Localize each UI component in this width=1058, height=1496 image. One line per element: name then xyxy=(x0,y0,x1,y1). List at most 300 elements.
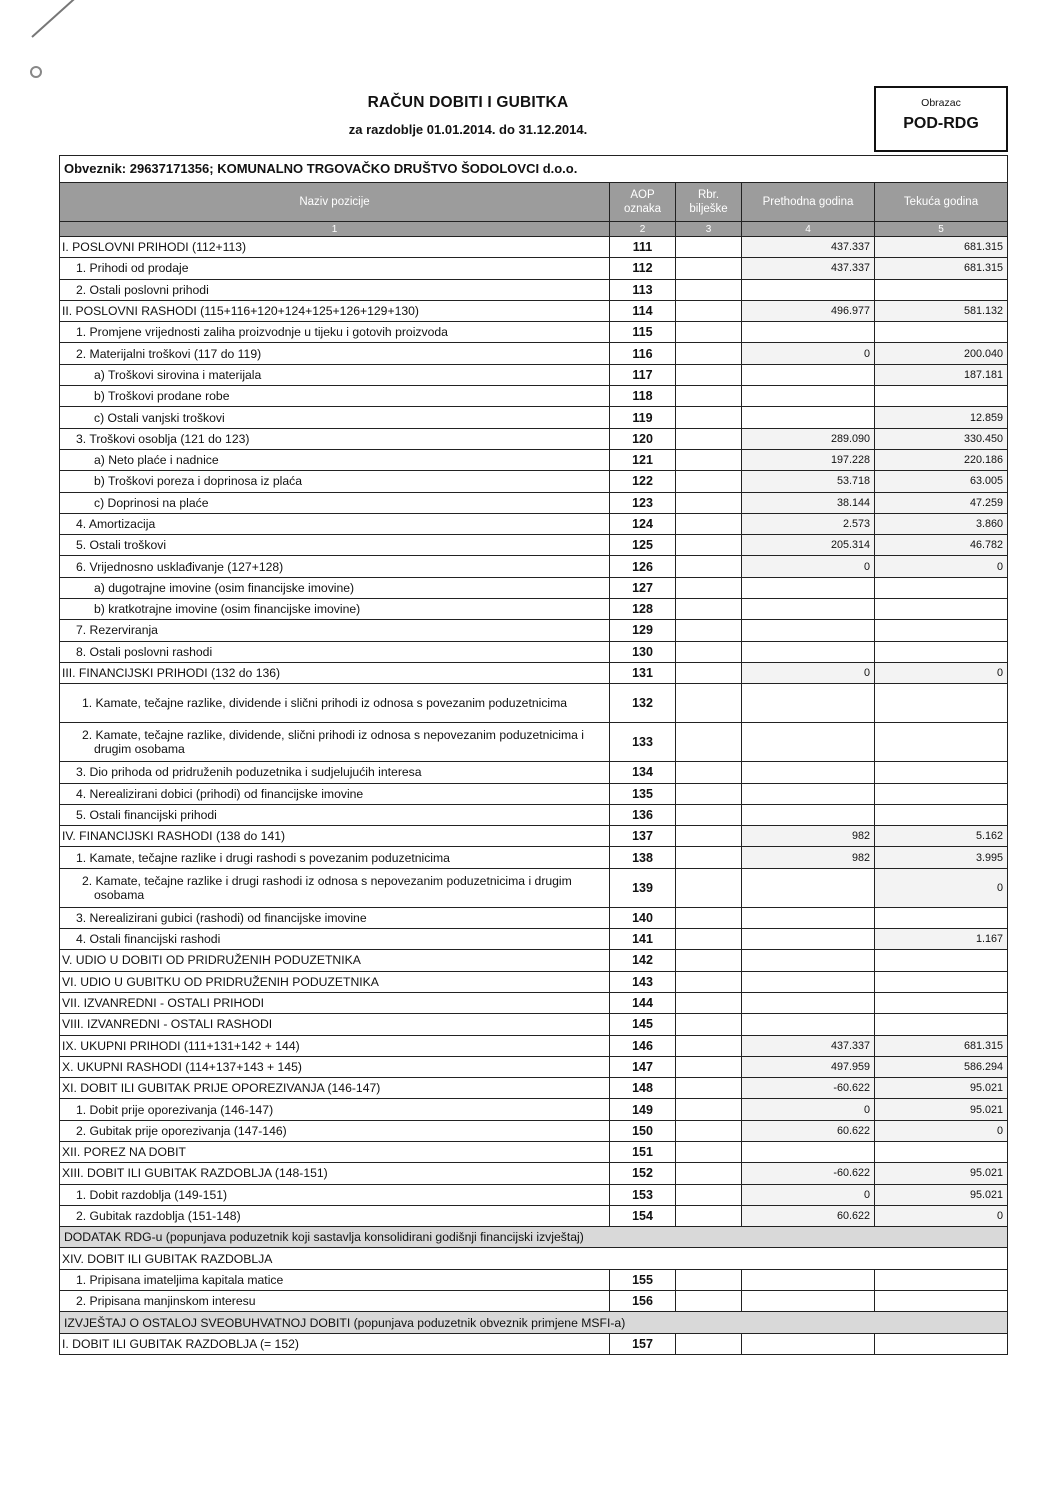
table-row xyxy=(60,762,1008,783)
curr-year-value xyxy=(875,386,1008,407)
table-row xyxy=(60,783,1008,804)
prev-year-value xyxy=(742,1333,875,1354)
table-row xyxy=(60,386,1008,407)
position-label: 7. Rezerviranja xyxy=(60,620,610,641)
position-label: 2. Kamate, tečajne razlike i drugi rashodi iz odnosa s nepovezanim poduzetnicima i drugim osobama xyxy=(60,868,610,907)
position-label: b) Troškovi prodane robe xyxy=(60,386,610,407)
prev-year-value xyxy=(742,950,875,971)
table-row xyxy=(60,492,1008,513)
aop-code: 125 xyxy=(610,535,676,556)
aop-code: 146 xyxy=(610,1035,676,1056)
prev-year-value: 0 xyxy=(742,662,875,683)
col-header-prev: Prethodna godina xyxy=(742,183,875,222)
curr-year-value xyxy=(875,641,1008,662)
position-label: 2. Pripisana manjinskom interesu xyxy=(60,1291,610,1312)
position-label: 4. Nerealizirani dobici (prihodi) od financijske imovine xyxy=(60,783,610,804)
aop-code: 154 xyxy=(610,1205,676,1226)
curr-year-value xyxy=(875,279,1008,300)
position-label: 2. Materijalni troškovi (117 do 119) xyxy=(60,343,610,364)
curr-year-value xyxy=(875,1269,1008,1290)
curr-year-value: 220.186 xyxy=(875,449,1008,470)
prev-year-value xyxy=(742,620,875,641)
table-row xyxy=(60,1056,1008,1077)
position-label: 4. Amortizacija xyxy=(60,513,610,534)
prev-year-value xyxy=(742,929,875,950)
curr-year-value: 681.315 xyxy=(875,237,1008,258)
note-cell xyxy=(676,1163,742,1184)
table-row xyxy=(60,300,1008,321)
curr-year-value: 586.294 xyxy=(875,1056,1008,1077)
form-label: Obrazac xyxy=(921,97,961,109)
table-row xyxy=(60,684,1008,723)
note-cell xyxy=(676,237,742,258)
aop-code: 136 xyxy=(610,804,676,825)
prev-year-value xyxy=(742,364,875,385)
aop-code: 118 xyxy=(610,386,676,407)
curr-year-value xyxy=(875,620,1008,641)
aop-code: 121 xyxy=(610,449,676,470)
aop-code: 116 xyxy=(610,343,676,364)
position-label: 4. Ostali financijski rashodi xyxy=(60,929,610,950)
prev-year-value: 38.144 xyxy=(742,492,875,513)
position-label: I. DOBIT ILI GUBITAK RAZDOBLJA (= 152) xyxy=(60,1333,610,1354)
curr-year-value xyxy=(875,684,1008,723)
note-cell xyxy=(676,992,742,1013)
note-cell xyxy=(676,684,742,723)
aop-code: 133 xyxy=(610,723,676,762)
table-row xyxy=(60,1014,1008,1035)
note-cell xyxy=(676,1333,742,1354)
note-cell xyxy=(676,762,742,783)
table-row xyxy=(60,1248,1008,1269)
position-label: VIII. IZVANREDNI - OSTALI RASHODI xyxy=(60,1014,610,1035)
curr-year-value xyxy=(875,971,1008,992)
prev-year-value: 60.622 xyxy=(742,1120,875,1141)
prev-year-value: 497.959 xyxy=(742,1056,875,1077)
note-cell xyxy=(676,826,742,847)
aop-code: 138 xyxy=(610,847,676,868)
table-row xyxy=(60,599,1008,620)
prev-year-value xyxy=(742,322,875,343)
note-cell xyxy=(676,1078,742,1099)
position-label: III. FINANCIJSKI PRIHODI (132 do 136) xyxy=(60,662,610,683)
col-number: 4 xyxy=(742,222,875,237)
prev-year-value: 60.622 xyxy=(742,1205,875,1226)
aop-code: 142 xyxy=(610,950,676,971)
position-label: 1. Promjene vrijednosti zaliha proizvodnje u tijeku i gotovih proizvoda xyxy=(60,322,610,343)
position-label: b) Troškovi poreza i doprinosa iz plaća xyxy=(60,471,610,492)
aop-code: 148 xyxy=(610,1078,676,1099)
form-code: POD-RDG xyxy=(903,115,979,132)
position-label: 1. Dobit prije oporezivanja (146-147) xyxy=(60,1099,610,1120)
prev-year-value: 437.337 xyxy=(742,237,875,258)
table-row xyxy=(60,343,1008,364)
prev-year-value: 982 xyxy=(742,847,875,868)
curr-year-value: 95.021 xyxy=(875,1163,1008,1184)
note-cell xyxy=(676,1269,742,1290)
curr-year-value: 3.995 xyxy=(875,847,1008,868)
prev-year-value: 0 xyxy=(742,1184,875,1205)
prev-year-value: 197.228 xyxy=(742,449,875,470)
curr-year-value xyxy=(875,1141,1008,1162)
form-code-box xyxy=(874,86,1008,152)
prev-year-value: -60.622 xyxy=(742,1078,875,1099)
table-row xyxy=(60,1333,1008,1354)
aop-code: 126 xyxy=(610,556,676,577)
position-label: 1. Dobit razdoblja (149-151) xyxy=(60,1184,610,1205)
curr-year-value: 0 xyxy=(875,1205,1008,1226)
prev-year-value xyxy=(742,279,875,300)
prev-year-value xyxy=(742,762,875,783)
curr-year-value xyxy=(875,762,1008,783)
curr-year-value xyxy=(875,723,1008,762)
position-label: XIII. DOBIT ILI GUBITAK RAZDOBLJA (148-151) xyxy=(60,1163,610,1184)
position-label: VII. IZVANREDNI - OSTALI PRIHODI xyxy=(60,992,610,1013)
curr-year-value: 3.860 xyxy=(875,513,1008,534)
table-row xyxy=(60,662,1008,683)
note-cell xyxy=(676,620,742,641)
note-cell xyxy=(676,1141,742,1162)
table-row xyxy=(60,1035,1008,1056)
prev-year-value xyxy=(742,783,875,804)
position-label: 8. Ostali poslovni rashodi xyxy=(60,641,610,662)
prev-year-value xyxy=(742,684,875,723)
note-cell xyxy=(676,492,742,513)
note-cell xyxy=(676,783,742,804)
position-label: c) Ostali vanjski troškovi xyxy=(60,407,610,428)
table-row xyxy=(60,804,1008,825)
aop-code: 143 xyxy=(610,971,676,992)
curr-year-value xyxy=(875,992,1008,1013)
note-cell xyxy=(676,386,742,407)
position-label: I. POSLOVNI PRIHODI (112+113) xyxy=(60,237,610,258)
table-row xyxy=(60,322,1008,343)
table-row xyxy=(60,258,1008,279)
note-cell xyxy=(676,577,742,598)
table-row xyxy=(60,407,1008,428)
col-header-name: Naziv pozicije xyxy=(60,183,610,222)
position-label: 5. Ostali troškovi xyxy=(60,535,610,556)
curr-year-value: 200.040 xyxy=(875,343,1008,364)
table-row xyxy=(60,1291,1008,1312)
prev-year-value xyxy=(742,1269,875,1290)
col-header-curr: Tekuća godina xyxy=(875,183,1008,222)
aop-code: 132 xyxy=(610,684,676,723)
note-cell xyxy=(676,1120,742,1141)
curr-year-value: 95.021 xyxy=(875,1099,1008,1120)
curr-year-value xyxy=(875,1333,1008,1354)
aop-code: 139 xyxy=(610,868,676,907)
pen-mark xyxy=(31,0,75,38)
aop-code: 135 xyxy=(610,783,676,804)
prev-year-value xyxy=(742,804,875,825)
aop-code: 122 xyxy=(610,471,676,492)
prev-year-value xyxy=(742,599,875,620)
note-cell xyxy=(676,258,742,279)
aop-code: 123 xyxy=(610,492,676,513)
curr-year-value: 0 xyxy=(875,556,1008,577)
note-cell xyxy=(676,556,742,577)
table-row xyxy=(60,929,1008,950)
position-label: II. POSLOVNI RASHODI (115+116+120+124+125+126+129+130) xyxy=(60,300,610,321)
table-row xyxy=(60,577,1008,598)
note-cell xyxy=(676,1291,742,1312)
table-row xyxy=(60,1184,1008,1205)
aop-code: 130 xyxy=(610,641,676,662)
obveznik-row: Obveznik: 29637171356; KOMUNALNO TRGOVAČKO DRUŠTVO ŠODOLOVCI d.o.o. xyxy=(60,156,1008,183)
aop-code: 114 xyxy=(610,300,676,321)
position-label: 5. Ostali financijski prihodi xyxy=(60,804,610,825)
col-number: 3 xyxy=(676,222,742,237)
note-cell xyxy=(676,407,742,428)
document-title: RAČUN DOBITI I GUBITKA xyxy=(367,94,569,111)
prev-year-value: 437.337 xyxy=(742,258,875,279)
prev-year-value: 2.573 xyxy=(742,513,875,534)
curr-year-value xyxy=(875,783,1008,804)
note-cell xyxy=(676,599,742,620)
position-label: XI. DOBIT ILI GUBITAK PRIJE OPOREZIVANJA (146-147) xyxy=(60,1078,610,1099)
aop-code: 131 xyxy=(610,662,676,683)
position-label: 1. Prihodi od prodaje xyxy=(60,258,610,279)
table-row xyxy=(60,641,1008,662)
prev-year-value: 0 xyxy=(742,556,875,577)
table-row xyxy=(60,1205,1008,1226)
position-label: 1. Pripisana imateljima kapitala matice xyxy=(60,1269,610,1290)
table-row xyxy=(60,723,1008,762)
curr-year-value: 0 xyxy=(875,1120,1008,1141)
prev-year-value xyxy=(742,971,875,992)
note-cell xyxy=(676,723,742,762)
prev-year-value: 0 xyxy=(742,1099,875,1120)
note-cell xyxy=(676,300,742,321)
col-number: 2 xyxy=(610,222,676,237)
aop-code: 156 xyxy=(610,1291,676,1312)
prev-year-value xyxy=(742,407,875,428)
table-row xyxy=(60,907,1008,928)
position-label: b) kratkotrajne imovine (osim financijske imovine) xyxy=(60,599,610,620)
table-row xyxy=(60,1078,1008,1099)
aop-code: 128 xyxy=(610,599,676,620)
prev-year-value: -60.622 xyxy=(742,1163,875,1184)
note-cell xyxy=(676,535,742,556)
aop-code: 141 xyxy=(610,929,676,950)
col-number: 5 xyxy=(875,222,1008,237)
position-label: IV. FINANCIJSKI RASHODI (138 do 141) xyxy=(60,826,610,847)
table-row xyxy=(60,950,1008,971)
curr-year-value: 5.162 xyxy=(875,826,1008,847)
note-cell xyxy=(676,868,742,907)
curr-year-value xyxy=(875,804,1008,825)
curr-year-value: 1.167 xyxy=(875,929,1008,950)
aop-code: 120 xyxy=(610,428,676,449)
position-label: IX. UKUPNI PRIHODI (111+131+142 + 144) xyxy=(60,1035,610,1056)
aop-code: 144 xyxy=(610,992,676,1013)
table-row xyxy=(60,971,1008,992)
position-label: 2. Gubitak razdoblja (151-148) xyxy=(60,1205,610,1226)
prev-year-value xyxy=(742,723,875,762)
aop-code: 140 xyxy=(610,907,676,928)
table-row xyxy=(60,279,1008,300)
prev-year-value: 289.090 xyxy=(742,428,875,449)
curr-year-value: 330.450 xyxy=(875,428,1008,449)
note-cell xyxy=(676,1099,742,1120)
aop-code: 150 xyxy=(610,1120,676,1141)
note-cell xyxy=(676,1035,742,1056)
aop-code: 124 xyxy=(610,513,676,534)
aop-code: 153 xyxy=(610,1184,676,1205)
position-label: V. UDIO U DOBITI OD PRIDRUŽENIH PODUZETNIKA xyxy=(60,950,610,971)
position-label: VI. UDIO U GUBITKU OD PRIDRUŽENIH PODUZETNIKA xyxy=(60,971,610,992)
curr-year-value: 46.782 xyxy=(875,535,1008,556)
note-cell xyxy=(676,971,742,992)
note-cell xyxy=(676,471,742,492)
curr-year-value xyxy=(875,322,1008,343)
prev-year-value: 205.314 xyxy=(742,535,875,556)
curr-year-value: 0 xyxy=(875,662,1008,683)
table-row xyxy=(60,1312,1008,1333)
position-label: 2. Gubitak prije oporezivanja (147-146) xyxy=(60,1120,610,1141)
table-row xyxy=(60,620,1008,641)
section-header: IZVJEŠTAJ O OSTALOJ SVEOBUHVATNOJ DOBITI (popunjava poduzetnik obveznik primjene MSFI-a) xyxy=(60,1312,1008,1333)
table-row xyxy=(60,471,1008,492)
prev-year-value: 496.977 xyxy=(742,300,875,321)
note-cell xyxy=(676,641,742,662)
note-cell xyxy=(676,804,742,825)
income-statement-table xyxy=(59,155,1008,1355)
prev-year-value: 982 xyxy=(742,826,875,847)
note-cell xyxy=(676,343,742,364)
note-cell xyxy=(676,847,742,868)
prev-year-value xyxy=(742,868,875,907)
prev-year-value: 0 xyxy=(742,343,875,364)
aop-code: 149 xyxy=(610,1099,676,1120)
aop-code: 151 xyxy=(610,1141,676,1162)
curr-year-value: 681.315 xyxy=(875,1035,1008,1056)
position-label: 1. Kamate, tečajne razlike i drugi rashodi s povezanim poduzetnicima xyxy=(60,847,610,868)
pen-mark-dot xyxy=(30,66,42,78)
curr-year-value xyxy=(875,577,1008,598)
prev-year-value xyxy=(742,907,875,928)
table-row xyxy=(60,556,1008,577)
section-header: DODATAK RDG-u (popunjava poduzetnik koji sastavlja konsolidirani godišnji financijski izvještaj) xyxy=(60,1227,1008,1248)
note-cell xyxy=(676,907,742,928)
position-label: 3. Troškovi osoblja (121 do 123) xyxy=(60,428,610,449)
position-label: 2. Ostali poslovni prihodi xyxy=(60,279,610,300)
position-label: X. UKUPNI RASHODI (114+137+143 + 145) xyxy=(60,1056,610,1077)
aop-code: 115 xyxy=(610,322,676,343)
table-row xyxy=(60,535,1008,556)
note-cell xyxy=(676,449,742,470)
prev-year-value: 53.718 xyxy=(742,471,875,492)
table-body xyxy=(60,237,1008,1355)
aop-code: 111 xyxy=(610,237,676,258)
position-label: 2. Kamate, tečajne razlike, dividende, slični prihodi iz odnosa s nepovezanim poduzetnicima i drugim osobama xyxy=(60,723,610,762)
note-cell xyxy=(676,513,742,534)
table-row xyxy=(60,1141,1008,1162)
table-row xyxy=(60,1163,1008,1184)
aop-code: 134 xyxy=(610,762,676,783)
curr-year-value xyxy=(875,599,1008,620)
curr-year-value: 95.021 xyxy=(875,1184,1008,1205)
prev-year-value xyxy=(742,577,875,598)
table-row xyxy=(60,449,1008,470)
table-row xyxy=(60,364,1008,385)
table-row xyxy=(60,1227,1008,1248)
position-label: c) Doprinosi na plaće xyxy=(60,492,610,513)
prev-year-value xyxy=(742,1014,875,1035)
table-row xyxy=(60,992,1008,1013)
aop-code: 112 xyxy=(610,258,676,279)
curr-year-value xyxy=(875,1291,1008,1312)
group-header: XIV. DOBIT ILI GUBITAK RAZDOBLJA xyxy=(60,1248,1008,1269)
note-cell xyxy=(676,950,742,971)
curr-year-value: 95.021 xyxy=(875,1078,1008,1099)
note-cell xyxy=(676,364,742,385)
aop-code: 147 xyxy=(610,1056,676,1077)
table-row xyxy=(60,868,1008,907)
aop-code: 117 xyxy=(610,364,676,385)
aop-code: 157 xyxy=(610,1333,676,1354)
position-label: 3. Dio prihoda od pridruženih poduzetnika i sudjelujućih interesa xyxy=(60,762,610,783)
prev-year-value xyxy=(742,1291,875,1312)
curr-year-value xyxy=(875,907,1008,928)
curr-year-value: 581.132 xyxy=(875,300,1008,321)
curr-year-value: 63.005 xyxy=(875,471,1008,492)
table-row xyxy=(60,513,1008,534)
aop-code: 113 xyxy=(610,279,676,300)
note-cell xyxy=(676,322,742,343)
curr-year-value: 47.259 xyxy=(875,492,1008,513)
col-header-note: Rbr. bilješke xyxy=(676,183,742,222)
aop-code: 155 xyxy=(610,1269,676,1290)
table-row xyxy=(60,237,1008,258)
col-number: 1 xyxy=(60,222,610,237)
table-row xyxy=(60,1099,1008,1120)
table-row xyxy=(60,428,1008,449)
col-header-aop: AOP oznaka xyxy=(610,183,676,222)
table-row xyxy=(60,826,1008,847)
table-row xyxy=(60,1120,1008,1141)
curr-year-value xyxy=(875,1014,1008,1035)
position-label: a) Neto plaće i nadnice xyxy=(60,449,610,470)
position-label: 6. Vrijednosno usklađivanje (127+128) xyxy=(60,556,610,577)
curr-year-value: 681.315 xyxy=(875,258,1008,279)
aop-code: 129 xyxy=(610,620,676,641)
aop-code: 152 xyxy=(610,1163,676,1184)
note-cell xyxy=(676,428,742,449)
note-cell xyxy=(676,1205,742,1226)
position-label: 1. Kamate, tečajne razlike, dividende i slični prihodi iz odnosa s povezanim poduzetnicima xyxy=(60,684,610,723)
note-cell xyxy=(676,1184,742,1205)
note-cell xyxy=(676,1014,742,1035)
curr-year-value: 187.181 xyxy=(875,364,1008,385)
aop-code: 119 xyxy=(610,407,676,428)
curr-year-value: 12.859 xyxy=(875,407,1008,428)
position-label: XII. POREZ NA DOBIT xyxy=(60,1141,610,1162)
aop-code: 145 xyxy=(610,1014,676,1035)
curr-year-value xyxy=(875,950,1008,971)
position-label: a) Troškovi sirovina i materijala xyxy=(60,364,610,385)
prev-year-value xyxy=(742,641,875,662)
table-row xyxy=(60,847,1008,868)
aop-code: 137 xyxy=(610,826,676,847)
note-cell xyxy=(676,929,742,950)
note-cell xyxy=(676,1056,742,1077)
curr-year-value: 0 xyxy=(875,868,1008,907)
position-label: a) dugotrajne imovine (osim financijske imovine) xyxy=(60,577,610,598)
prev-year-value xyxy=(742,386,875,407)
table-row xyxy=(60,1269,1008,1290)
